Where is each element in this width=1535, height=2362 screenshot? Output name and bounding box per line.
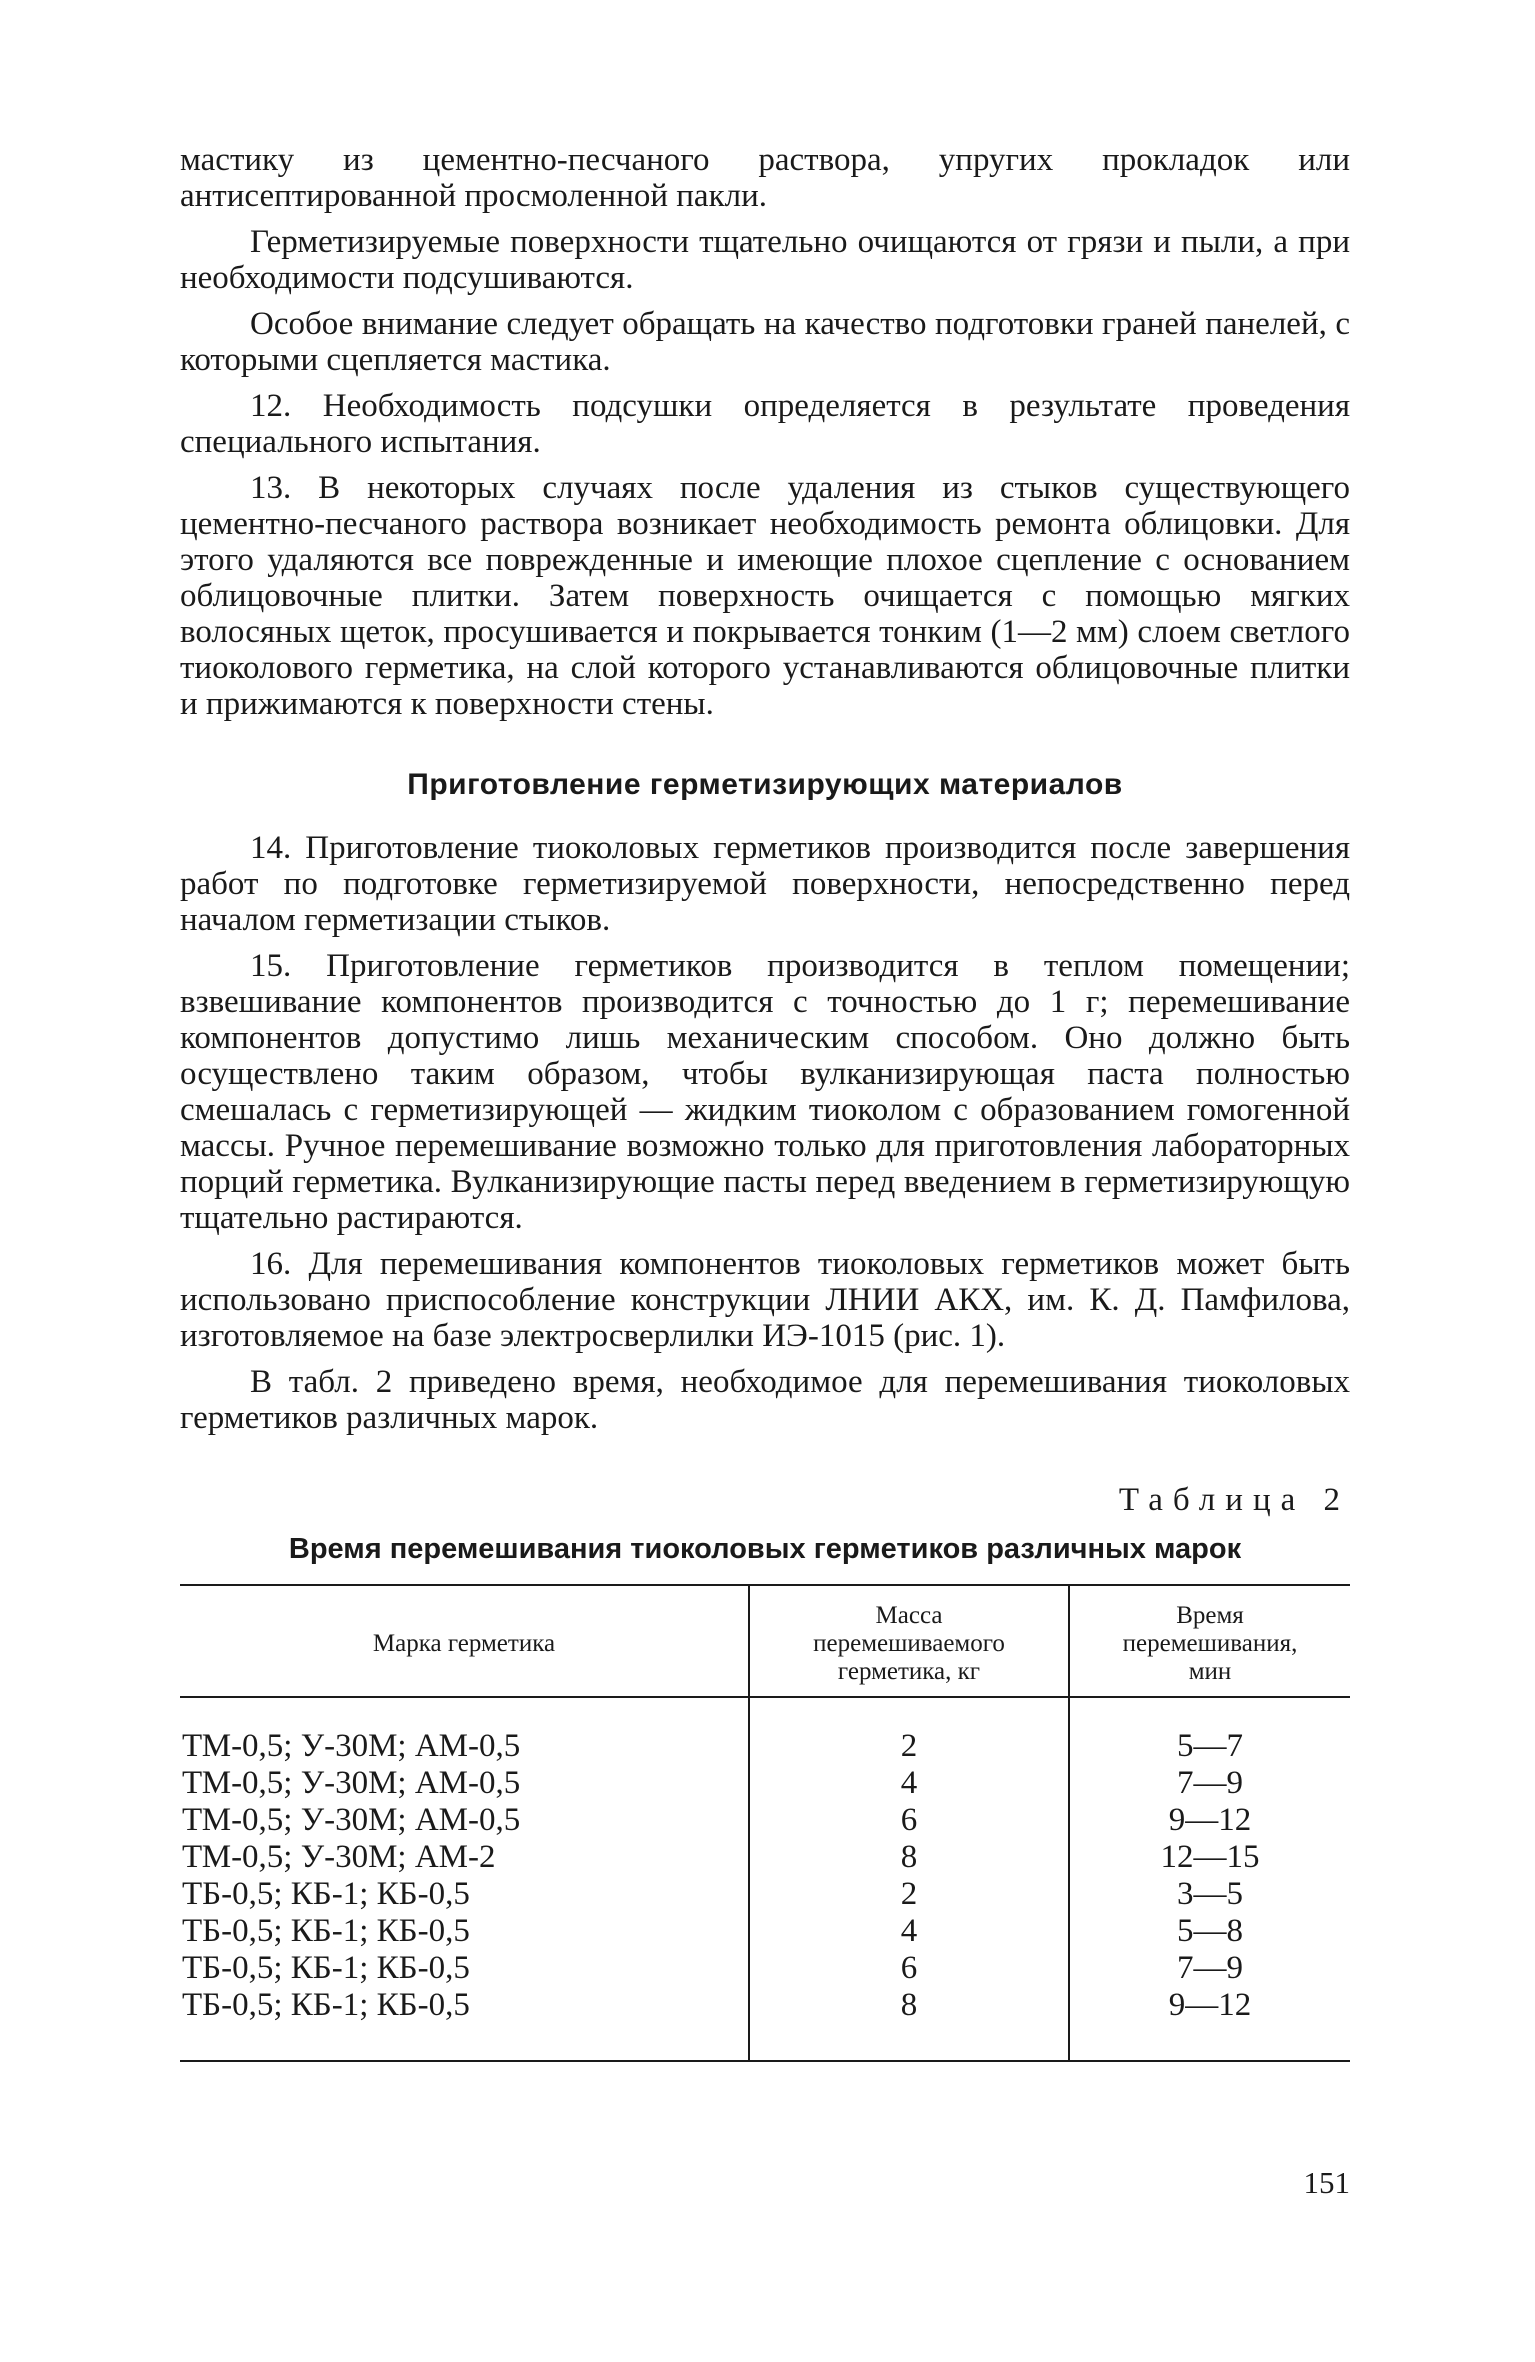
cell-time: 5—7 (1069, 1697, 1350, 1765)
cell-time: 3—5 (1069, 1876, 1350, 1913)
table-header-row (180, 1585, 1350, 1697)
paragraph-surface-cleaning: Герметизируемые поверхности тщательно очищаются от грязи и пыли, а при необходимости подсушиваются. (180, 224, 1350, 296)
paragraph-table-reference: В табл. 2 приведено время, необходимое для перемешивания тиоколовых герметиков различных марок. (180, 1364, 1350, 1436)
cell-mass: 2 (749, 1697, 1069, 1765)
table-row (180, 1697, 1350, 1765)
table-row (180, 1765, 1350, 1802)
cell-mass: 6 (749, 1950, 1069, 1987)
header-time (1069, 1585, 1350, 1697)
mixing-time-table (180, 1584, 1350, 2062)
cell-brand: ТМ-0,5; У-30М; АМ-0,5 (182, 1728, 521, 1764)
paragraph-item-12: 12. Необходимость подсушки определяется в результате проведения специального испытания. (180, 388, 1350, 460)
table-row (180, 1950, 1350, 1987)
table-title: Время перемешивания тиоколовых герметиков различных марок (288, 1533, 1242, 1565)
table-row (180, 1913, 1350, 1950)
section-heading: Приготовление герметизирующих материалов (407, 768, 1123, 801)
cell-time: 12—15 (1069, 1839, 1350, 1876)
cell-brand: ТМ-0,5; У-30М; АМ-2 (182, 1839, 496, 1875)
cell-time: 5—8 (1069, 1913, 1350, 1950)
header-mass-line-2: перемешиваемого (813, 1630, 1005, 1657)
cell-time: 7—9 (1069, 1950, 1350, 1987)
cell-brand: ТМ-0,5; У-30М; АМ-0,5 (182, 1765, 521, 1801)
cell-mass: 2 (749, 1876, 1069, 1913)
paragraph-continuation: мастику из цементно-песчаного раствора, упругих прокладок или антисептированной просмоленной пакли. (180, 142, 1350, 214)
header-time-line-2: перемешивания, (1122, 1630, 1298, 1657)
header-time-line-3: мин (1188, 1658, 1232, 1685)
paragraph-item-16: 16. Для перемешивания компонентов тиоколовых герметиков может быть использовано приспособление конструкции ЛНИИ АКХ, им. К. Д. Памфилова, изготовляемое на базе электросверлилки ИЭ-1015 (рис. 1). (180, 1246, 1350, 1354)
paragraph-item-13: 13. В некоторых случаях после удаления из стыков существующего цементно-песчаного раствора возникает необходимость ремонта облицовки. Для этого удаляются все поврежденные и имеющие плохое сцепление с основанием облицовочные плитки. Затем поверхность очищается с помощью мягких волосяных щеток, просушивается и покрывается тонким (1—2 мм) слоем светлого тиоколового герметика, на слой которого устанавливаются облицовочные плитки и прижимаются к поверхности стены. (180, 470, 1350, 722)
header-mass (749, 1585, 1069, 1697)
header-mass-line-3: герметика, кг (837, 1658, 981, 1685)
cell-time: 9—12 (1069, 1802, 1350, 1839)
paragraph-item-15: 15. Приготовление герметиков производится в теплом помещении; взвешивание компонентов производится с точностью до 1 г; перемешивание компонентов допустимо лишь механическим способом. Оно должно быть осуществлено таким образом, чтобы вулканизирующая паста полностью смешалась с герметизирующей — жидким тиоколом с образованием гомогенной массы. Ручное перемешивание возможно только для приготовления лабораторных порций герметика. Вулканизирующие пасты перед введением в герметизирующую тщательно растираются. (180, 948, 1350, 1236)
paragraph-panel-edges: Особое внимание следует обращать на качество подготовки граней панелей, с которыми сцепляется мастика. (180, 306, 1350, 378)
cell-mass: 8 (749, 1987, 1069, 2061)
cell-brand: ТМ-0,5; У-30М; АМ-0,5 (182, 1802, 521, 1838)
cell-mass: 6 (749, 1802, 1069, 1839)
cell-mass: 4 (749, 1913, 1069, 1950)
table-row (180, 1839, 1350, 1876)
cell-brand: ТБ-0,5; КБ-1; КБ-0,5 (182, 1950, 470, 1986)
table-label: Таблица 2 (1118, 1482, 1350, 1518)
page-number: 151 (1303, 2165, 1350, 2200)
cell-brand: ТБ-0,5; КБ-1; КБ-0,5 (182, 1876, 470, 1912)
cell-brand: ТБ-0,5; КБ-1; КБ-0,5 (182, 1913, 470, 1949)
document-page (180, 142, 1350, 2062)
table-row (180, 1802, 1350, 1839)
table-row (180, 1987, 1350, 2061)
cell-mass: 8 (749, 1839, 1069, 1876)
cell-brand: ТБ-0,5; КБ-1; КБ-0,5 (182, 1987, 470, 2023)
cell-time: 7—9 (1069, 1765, 1350, 1802)
table-row (180, 1876, 1350, 1913)
cell-mass: 4 (749, 1765, 1069, 1802)
header-brand: Марка герметика (180, 1585, 749, 1697)
header-time-line-1: Время (1176, 1602, 1244, 1629)
cell-time: 9—12 (1069, 1987, 1350, 2061)
paragraph-item-14: 14. Приготовление тиоколовых герметиков производится после завершения работ по подготовке герметизируемой поверхности, непосредственно перед началом герметизации стыков. (180, 830, 1350, 938)
header-mass-line-1: Масса (875, 1602, 943, 1629)
